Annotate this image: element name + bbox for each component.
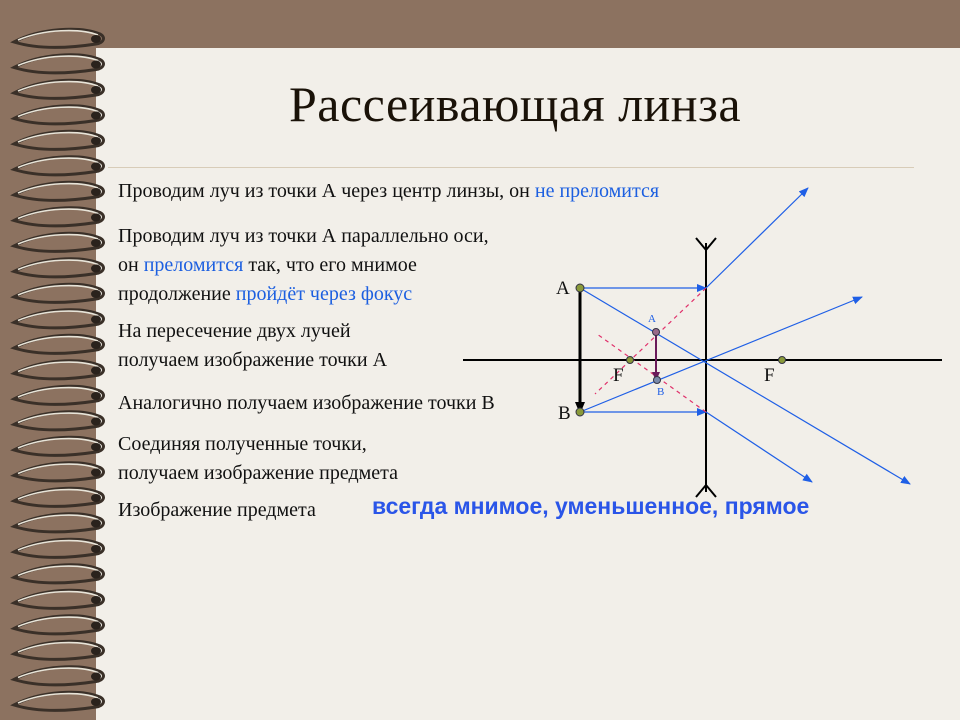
conclusion-highlight: всегда мнимое, уменьшенное, прямое [372, 493, 810, 519]
ray-a-central [580, 288, 910, 484]
ray-b-central [580, 297, 862, 412]
label-focus-right: F [764, 365, 775, 386]
focus-right-point [779, 357, 786, 364]
slide-title: Рассеивающая линза [288, 76, 742, 132]
text-line-1-highlight: не преломится [534, 180, 660, 202]
point-b [576, 408, 584, 416]
label-focus-left: F [613, 365, 624, 386]
label-a: A [556, 278, 570, 299]
point-a-image [653, 329, 660, 336]
text-line-3-a: он [118, 254, 144, 276]
text-line-4-a: продолжение [118, 283, 236, 305]
text-line-2: Проводим луч из точки А параллельно оси, [118, 225, 489, 247]
text-line-1-a: Проводим луч из точки А через центр линзы, он [118, 180, 535, 202]
label-b-image: B [657, 386, 665, 398]
ray-a-virtual-extension [595, 288, 706, 394]
text-line-3-c: так, что его мнимое [243, 254, 417, 276]
text-line-5: На пересечение двух лучей [118, 320, 351, 342]
text-line-4-highlight: пройдёт через фокус [235, 283, 413, 305]
text-line-7: Аналогично получаем изображение точки В [118, 392, 495, 414]
focus-left-point [627, 357, 634, 364]
text-line-6: получаем изображение точки А [118, 349, 388, 371]
label-b: B [558, 403, 571, 424]
ray-b-refracted [706, 412, 812, 482]
text-line-9: получаем изображение предмета [118, 462, 399, 484]
text-line-3-highlight: преломится [143, 254, 244, 276]
text-line-10-a: Изображение предмета [118, 499, 316, 521]
point-a [576, 284, 584, 292]
text-line-8: Соединяя полученные точки, [118, 433, 367, 455]
label-a-image: A [648, 313, 656, 325]
point-b-image [654, 377, 661, 384]
ray-a-refracted [706, 188, 808, 288]
